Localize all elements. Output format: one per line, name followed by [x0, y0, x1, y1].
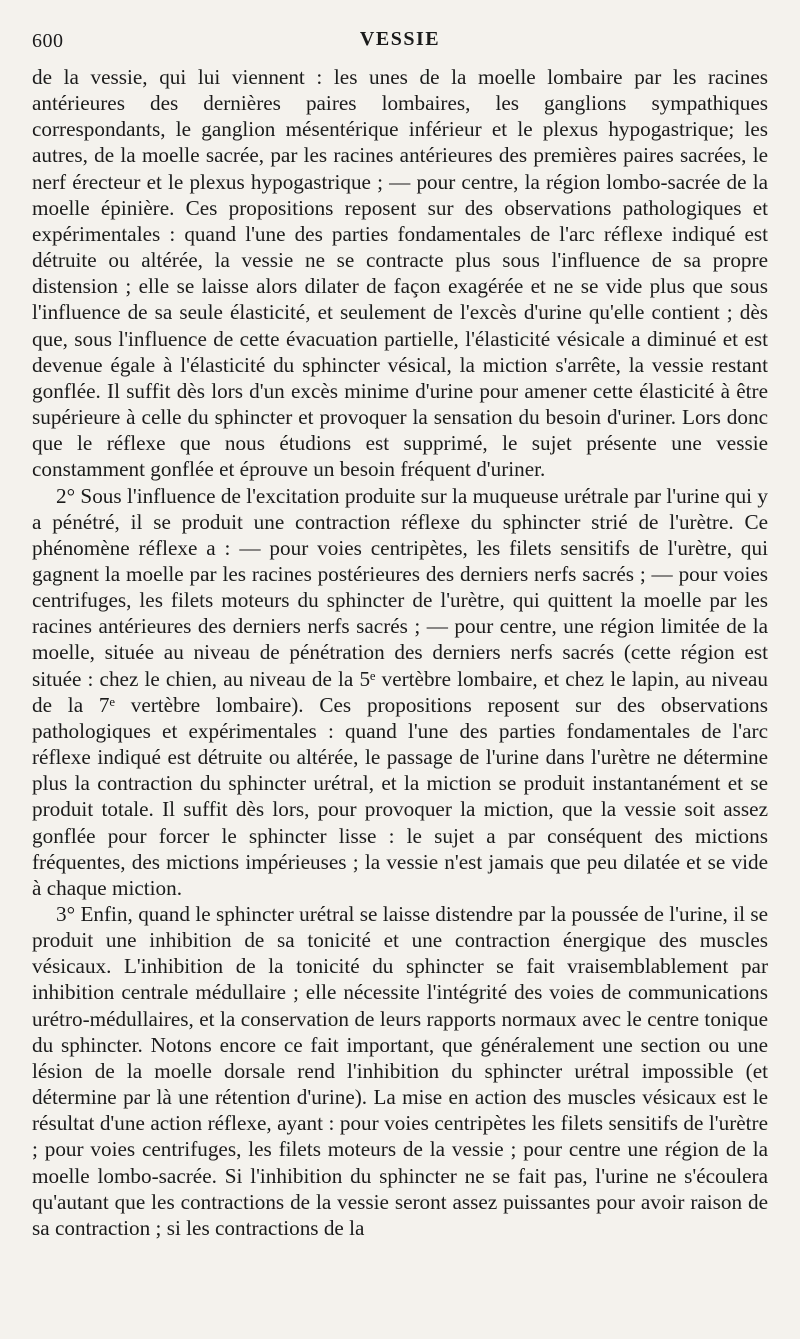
- paragraph-point-3: 3° Enfin, quand le sphincter urétral se laisse distendre par la poussée de l'urine, il se produit une inhibition de sa tonicité et une contraction énergique des muscles vésicaux. L'inhibition de la tonicité du sphincter se fait vraisemblablement par inhibition centrale médullaire ; elle nécessite l'intégrité des voies de communications urétro-médullaires, et la conservation de leurs rapports normaux avec le centre tonique du sphincter. Notons encore ce fait important, que généralement une section ou une lésion de la moelle dorsale rend l'inhibition du sphincter urétral impossible (et détermine par là une rétention d'urine). La mise en action des muscles vésicaux est le résultat d'une action réflexe, ayant : pour voies centripètes les filets sensitifs de l'urètre ; pour voies centrifuges, les filets moteurs de la vessie ; pour centre une région de la moelle lombo-sacrée. Si l'inhibition du sphincter ne se fait pas, l'urine ne s'écoulera qu'autant que les contractions de la vessie seront assez puissantes pour avoir raison de sa contraction ; si les contractions de la: [32, 902, 768, 1240]
- page-number: 600: [32, 30, 64, 52]
- body-text: [32, 64, 768, 1241]
- page-header: [32, 26, 768, 56]
- running-title: VESSIE: [359, 28, 441, 50]
- paragraph-point-2: 2° Sous l'influence de l'excitation produite sur la muqueuse urétrale par l'urine qui y a pénétré, il se produit une contraction réflexe du sphincter strié de l'urètre. Ce phénomène réflexe a : — pour voies centripètes, les filets sensitifs de l'urètre, qui gagnent la moelle par les racines postérieures des derniers nerfs sacrés ; — pour voies centrifuges, les filets moteurs du sphincter de l'urètre, qui quittent la moelle par les racines antérieures des derniers nerfs sacrés ; — pour centre, une région limitée de la moelle, située au niveau de pénétration des derniers nerfs sacrés (cette région est située : chez le chien, au niveau de la 5ᵉ vertèbre lombaire, et chez le lapin, au niveau de la 7ᵉ vertèbre lombaire). Ces propositions reposent sur des observations pathologiques et expérimentales : quand l'une des parties fondamentales de l'arc réflexe indiqué est détruite ou altérée, le passage de l'urine dans l'urètre ne détermine plus la contraction du sphincter urétral, et la miction se produit instantanément et se produit totale. Il suffit dès lors, pour provoquer la miction, que la vessie soit assez gonflée pour forcer le sphincter lisse : le sujet a par conséquent des mictions fréquentes, des mictions impérieuses ; la vessie n'est jamais que peu dilatée et se vide à chaque miction.: [32, 483, 768, 900]
- paragraph-continuation: de la vessie, qui lui viennent : les unes de la moelle lombaire par les racines antérieures des dernières paires lombaires, les ganglions sympathiques correspondants, le ganglion mésentérique inférieur et le plexus hypogastrique; les autres, de la moelle sacrée, par les racines antérieures des premières paires sacrées, le nerf érecteur et le plexus hypogastrique ; — pour centre, la région lombo-sacrée de la moelle épinière. Ces propositions reposent sur des observations pathologiques et expérimentales : quand l'une des parties fondamentales de l'arc réflexe indiqué est détruite ou altérée, la vessie ne se contracte plus sous l'influence de sa propre distension ; elle se laisse alors dilater de façon exagérée et ne se vide plus que sous l'influence de sa seule élasticité, et seulement de l'excès d'urine qu'elle contient ; dès que, sous l'influence de cette évacuation partielle, l'élasticité vésicale a diminué et est devenue égale à l'élasticité du sphincter vésical, la miction s'arrête, la vessie restant gonflée. Il suffit dès lors d'un excès minime d'urine pour amener cette élasticité à être supérieure à celle du sphincter et provoquer la sensation du besoin d'uriner. Lors donc que le réflexe que nous étudions est supprimé, le sujet présente une vessie constamment gonflée et éprouve un besoin fréquent d'uriner.: [32, 65, 768, 482]
